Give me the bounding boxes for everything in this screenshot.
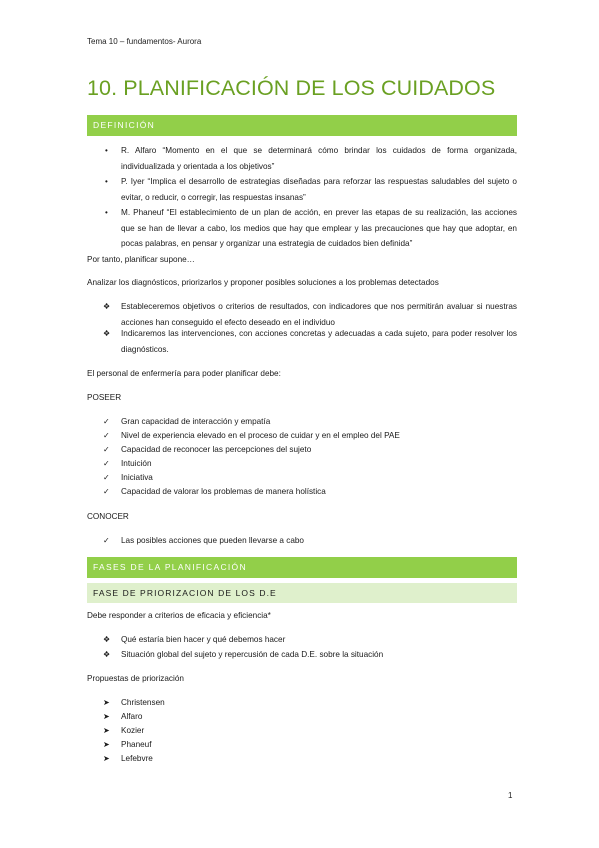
list-item [103,751,517,766]
list-item [103,428,517,443]
list-item [103,632,517,647]
paragraph-portanto: Por tanto, planificar supone… [87,255,195,264]
bullet-icon: • [105,208,108,217]
diamond-bullet-icon: ❖ [103,635,111,644]
checkmark-icon: ✓ [103,417,110,426]
arrow-bullet-icon: ➤ [103,740,110,749]
label-poseer: POSEER [87,393,122,402]
list-item [103,484,517,499]
subsection-heading-fase: FASE DE PRIORIZACION DE LOS D.E [87,583,517,603]
list-item [103,709,517,724]
checkmark-icon: ✓ [103,445,110,454]
list-item [103,723,517,738]
list-item-text: P. Iyer “Implica el desarrollo de estrategias diseñadas para reforzar las respuestas saludables del sujeto o evitar, o reducir, o corregir, las respuestas insanas” [121,177,517,202]
list-item-text: Kozier [121,726,145,735]
list-item [103,737,517,752]
list-item [103,470,517,485]
list-item-text: Indicaremos las intervenciones, con acciones concretas y adecuadas a cada sujeto, para poder resolver los diagnósticos. [121,329,517,354]
section-heading-definicion: DEFINICIÓN [87,115,517,136]
checkmark-icon: ✓ [103,536,110,545]
arrow-bullet-icon: ➤ [103,754,110,763]
checkmark-icon: ✓ [103,431,110,440]
paragraph-personal: El personal de enfermería para poder planificar debe: [87,369,281,378]
list-item-text: Capacidad de valorar los problemas de manera holística [121,487,326,496]
checkmark-icon: ✓ [103,459,110,468]
list-item [103,695,517,710]
arrow-bullet-icon: ➤ [103,698,110,707]
list-item-text: Christensen [121,698,165,707]
list-item [103,143,517,174]
arrow-bullet-icon: ➤ [103,712,110,721]
bullet-icon: • [105,146,108,155]
paragraph-analizar: Analizar los diagnósticos, priorizarlos y proponer posibles soluciones a los problemas detectados [87,278,439,287]
diamond-bullet-icon: ❖ [103,329,111,338]
list-item-text: Las posibles acciones que pueden llevarse a cabo [121,536,304,545]
list-item-text: Iniciativa [121,473,153,482]
diamond-bullet-icon: ❖ [103,302,111,311]
list-item-text: Nivel de experiencia elevado en el proceso de cuidar y en el empleo del PAE [121,431,400,440]
list-item [103,442,517,457]
section-heading-fases: FASES DE LA PLANIFICACIÓN [87,557,517,578]
list-item [103,205,517,251]
diamond-bullet-icon: ❖ [103,650,111,659]
list-item [103,326,517,357]
list-item-text: R. Alfaro “Momento en el que se determinará cómo brindar los cuidados de forma organizada, individualizada y orientada a los objetivos” [121,146,517,171]
label-conocer: CONOCER [87,512,129,521]
list-item [103,414,517,429]
list-item-text: M. Phaneuf “El establecimiento de un plan de acción, en prever las etapas de su realización, las acciones que se han de llevar a cabo, los medios que hay que emplear y las precauciones que hay que adoptar, en pocas palabras, en pensar y organizar una estrategia de cuidados bien definida” [121,208,517,248]
list-item-text: Capacidad de reconocer las percepciones del sujeto [121,445,312,454]
list-item-text: Lefebvre [121,754,153,763]
list-item-text: Estableceremos objetivos o criterios de resultados, con indicadores que nos permitirán avaluar si nuestras acciones han conseguido el efecto deseado en el individuo [121,302,517,327]
list-item-text: Gran capacidad de interacción y empatía [121,417,271,426]
page-header: Tema 10 – fundamentos- Aurora [87,37,202,46]
list-item [103,456,517,471]
page-number: 1 [508,791,513,800]
paragraph-debe: Debe responder a criterios de eficacia y eficiencia* [87,611,271,620]
bullet-icon: • [105,177,108,186]
page-title: 10. PLANIFICACIÓN DE LOS CUIDADOS [87,76,496,100]
list-item [103,174,517,205]
list-item-text: Phaneuf [121,740,152,749]
list-item-text: Qué estaría bien hacer y qué debemos hacer [121,635,286,644]
list-item [103,647,517,662]
list-item [103,533,517,548]
paragraph-propuestas: Propuestas de priorización [87,674,184,683]
list-item-text: Intuición [121,459,152,468]
arrow-bullet-icon: ➤ [103,726,110,735]
checkmark-icon: ✓ [103,473,110,482]
list-item-text: Situación global del sujeto y repercusión de cada D.E. sobre la situación [121,650,384,659]
checkmark-icon: ✓ [103,487,110,496]
list-item-text: Alfaro [121,712,143,721]
